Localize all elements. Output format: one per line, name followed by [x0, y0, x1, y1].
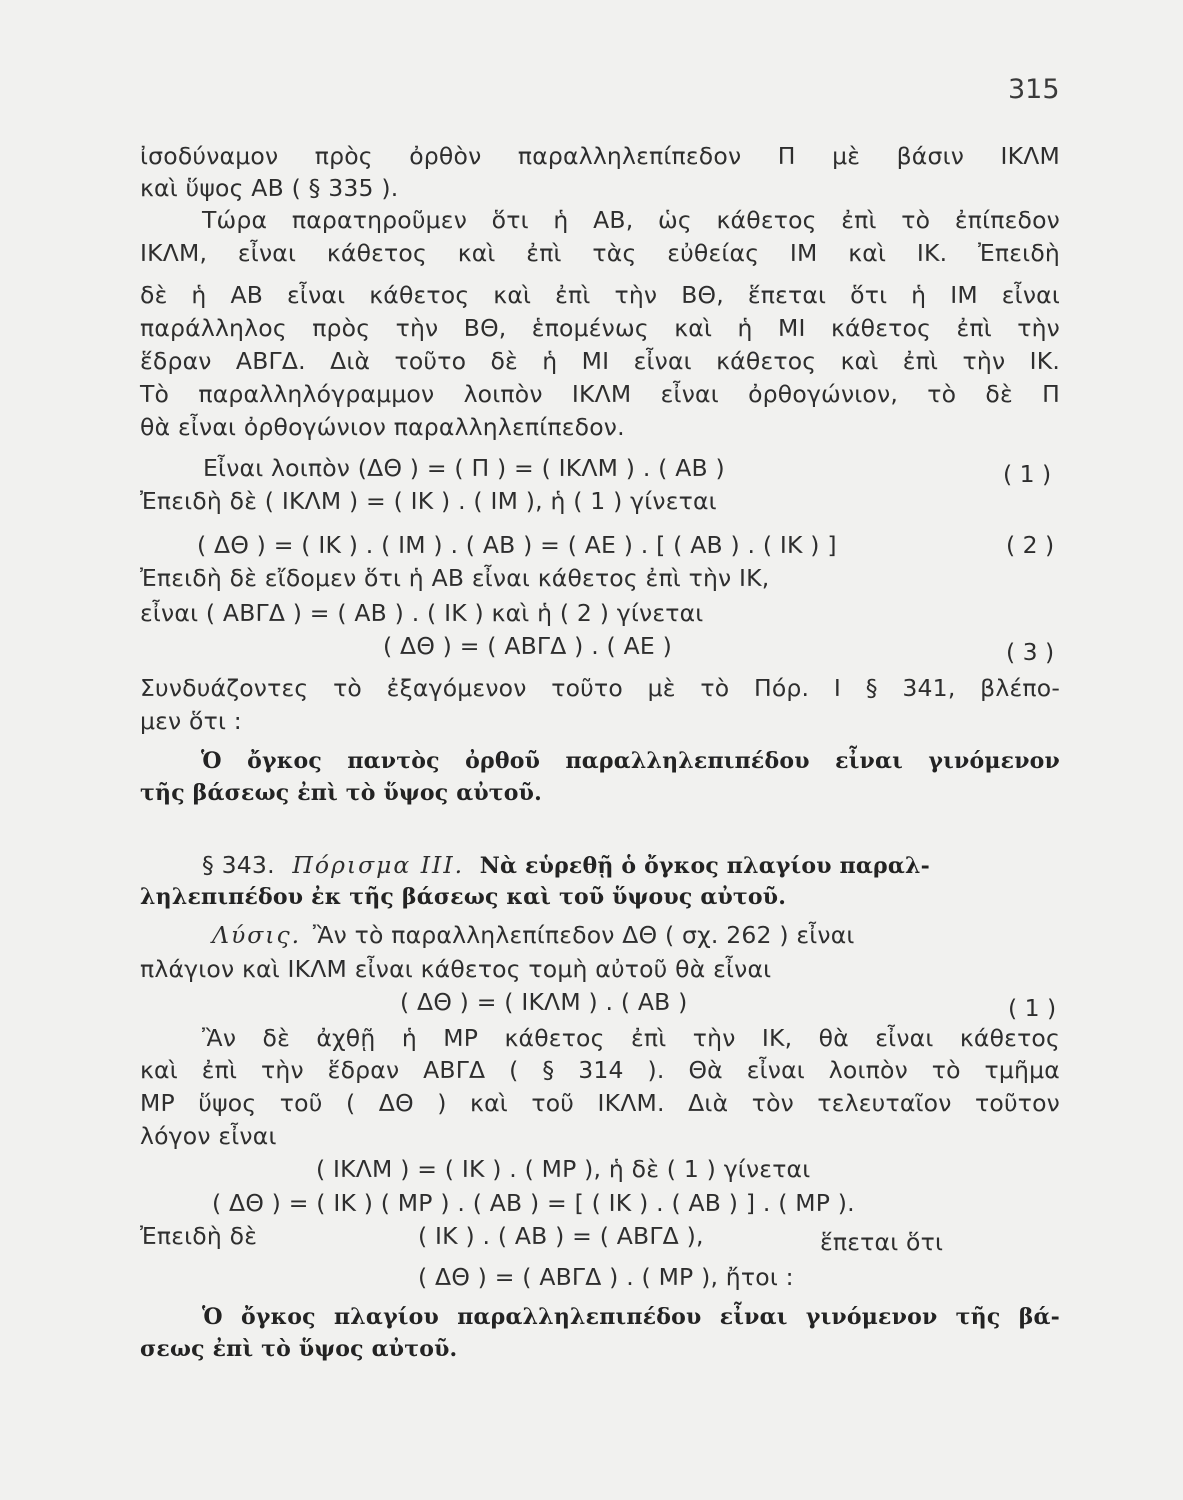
equation-line: ( ΔΘ ) = ( ΙΚ ) . ( ΙΜ ) . ( ΑΒ ) = ( ΑΕ ) . [ ( ΑΒ ) . ( ΙΚ ) ] [197, 531, 837, 559]
text-line: Τώρα παρατηροῦμεν ὅτι ἡ ΑΒ, ὡς κάθετος ἐπὶ τὸ ἐπίπεδον [202, 206, 1060, 234]
section-title: Νὰ εὑρεθῇ ὁ ὄγκος πλαγίου παραλ- [479, 853, 930, 879]
text-line: Τὸ παραλληλόγραμμον λοιπὸν ΙΚΛΜ εἶναι ὀρθογώνιον, τὸ δὲ Π [140, 380, 1060, 408]
equation-number: ( 3 ) [1006, 638, 1055, 666]
theorem-statement: τῆς βάσεως ἐπὶ τὸ ὕψος αὐτοῦ. [140, 780, 543, 806]
equation-line: ( ΔΘ ) = ( ΙΚ ) ( ΜΡ ) . ( ΑΒ ) = [ ( ΙΚ ) . ( ΑΒ ) ] . ( ΜΡ ). [212, 1189, 855, 1217]
equation-line: ( ΙΚ ) . ( ΑΒ ) = ( ΑΒΓΔ ), [418, 1222, 704, 1250]
equation-line: ( ΔΘ ) = ( ΑΒΓΔ ) . ( ΑΕ ) [383, 632, 672, 660]
text-line: θὰ εἶναι ὀρθογώνιον παραλληλεπίπεδον. [140, 413, 625, 441]
equation-line: Εἶναι λοιπὸν (ΔΘ ) = ( Π ) = ( ΙΚΛΜ ) . ( ΑΒ ) [203, 454, 725, 482]
text-line: ἰσοδύναμον πρὸς ὀρθὸν παραλληλεπίπεδον Π μὲ βάσιν ΙΚΛΜ [140, 142, 1060, 170]
text-span: Ἐπειδὴ δὲ [140, 1222, 258, 1250]
text-line: ΜΡ ὕψος τοῦ ( ΔΘ ) καὶ τοῦ ΙΚΛΜ. Διὰ τὸν τελευταῖον τοῦτον [140, 1089, 1060, 1117]
equation-line: ( ΙΚΛΜ ) = ( ΙΚ ) . ( ΜΡ ), ἡ δὲ ( 1 ) γίνεται [316, 1155, 811, 1183]
section-heading [202, 850, 930, 881]
text-line: ΙΚΛΜ, εἶναι κάθετος καὶ ἐπὶ τὰς εὐθείας ΙΜ καὶ ΙΚ. Ἐπειδὴ [140, 239, 1060, 267]
text-line: παράλληλος πρὸς τὴν ΒΘ, ἑπομένως καὶ ἡ ΜΙ κάθετος ἐπὶ τὴν [140, 314, 1060, 342]
section-title: ληλεπιπέδου ἐκ τῆς βάσεως καὶ τοῦ ὕψους αὐτοῦ. [140, 884, 787, 910]
theorem-statement: Ὁ ὄγκος παντὸς ὀρθοῦ παραλληλεπιπέδου εἶναι γινόμενον [201, 748, 1060, 774]
text-line: λόγον εἶναι [140, 1122, 277, 1150]
equation-number: ( 1 ) [1008, 994, 1057, 1022]
text-line: δὲ ἡ ΑΒ εἶναι κάθετος καὶ ἐπὶ τὴν ΒΘ, ἕπεται ὅτι ἡ ΙΜ εἶναι [140, 281, 1060, 309]
equation-line: Ἐπειδὴ δὲ ( ΙΚΛΜ ) = ( ΙΚ ) . ( ΙΜ ), ἡ ( 1 ) γίνεται [140, 487, 717, 515]
equation-line: ( ΔΘ ) = ( ΙΚΛΜ ) . ( ΑΒ ) [400, 988, 688, 1016]
equation-number: ( 2 ) [1006, 531, 1055, 559]
text-line: Ἐπειδὴ δὲ εἴδομεν ὅτι ἡ ΑΒ εἶναι κάθετος ἐπὶ τὴν ΙΚ, [140, 564, 770, 592]
equation-number: ( 1 ) [1003, 460, 1052, 488]
corollary-title: Πόρισμα ΙΙΙ. [292, 851, 465, 879]
equation-line: εἶναι ( ΑΒΓΔ ) = ( ΑΒ ) . ( ΙΚ ) καὶ ἡ ( 2 ) γίνεται [140, 599, 704, 627]
text-line: καὶ ἐπὶ τὴν ἕδραν ΑΒΓΔ ( § 314 ). Θὰ εἶναι λοιπὸν τὸ τμῆμα [140, 1056, 1060, 1084]
text-line [212, 920, 855, 950]
text-line: ἕδραν ΑΒΓΔ. Διὰ τοῦτο δὲ ἡ ΜΙ εἶναι κάθετος καὶ ἐπὶ τὴν ΙΚ. [140, 347, 1060, 375]
theorem-statement: Ὁ ὄγκος πλαγίου παραλληλεπιπέδου εἶναι γινόμενον τῆς βά- [202, 1304, 1060, 1330]
page-number: 315 [1008, 74, 1060, 105]
text-line: Συνδυάζοντες τὸ ἐξαγόμενον τοῦτο μὲ τὸ Πόρ. Ι § 341, βλέπο- [140, 674, 1060, 702]
text-line: καὶ ὕψος ΑΒ ( § 335 ). [140, 174, 399, 202]
text-span: Ἂν τὸ παραλληλεπίπεδον ΔΘ ( σχ. 262 ) εἶναι [312, 921, 855, 949]
text-line: μεν ὅτι : [140, 707, 242, 735]
text-line: πλάγιον καὶ ΙΚΛΜ εἶναι κάθετος τομὴ αὐτοῦ θὰ εἶναι [140, 955, 772, 983]
text-line: Ἂν δὲ ἀχθῇ ἡ ΜΡ κάθετος ἐπὶ τὴν ΙΚ, θὰ εἶναι κάθετος [202, 1024, 1060, 1052]
equation-line: ( ΔΘ ) = ( ΑΒΓΔ ) . ( ΜΡ ), ἤτοι : [418, 1263, 794, 1291]
text-span: ἕπεται ὅτι [820, 1228, 944, 1256]
section-number: § 343. [202, 851, 275, 879]
solution-label: Λύσις. [212, 921, 302, 949]
theorem-statement: σεως ἐπὶ τὸ ὕψος αὐτοῦ. [140, 1336, 458, 1362]
